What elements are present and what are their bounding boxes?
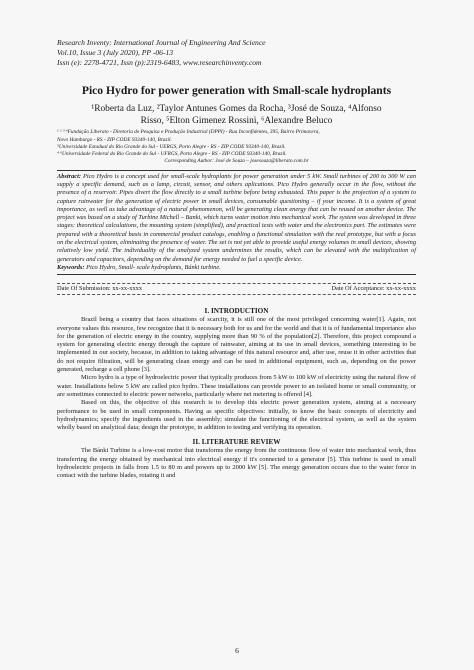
author-line-2: Risso, ⁵Elton Gimenez Rossini, ⁶Alexandre Beluco — [140, 115, 333, 126]
affiliation-3: ⁴ ⁶Universidade Federal do Rio Grande do Sul - UFRGS, Porto Alegre - RS - ZIP CODE 93340-140, Brazil. — [57, 151, 287, 158]
affiliations — [57, 129, 416, 165]
affiliation-1: ¹ ² ³ ⁴Fundação Liberato - Diretoria de Pesquisa e Produção Industrial (DPPI) - Rua Inconfidentes, 395, Bairro Primavera, — [57, 129, 320, 136]
date-of-acceptance: Date Of Acceptance: xx-xx-xxxx — [331, 285, 416, 293]
abstract-label: Abstract: — [57, 172, 81, 180]
date-of-submission: Date Of Submission: xx-xx-xxxx — [57, 285, 143, 293]
keywords-label: Keywords: — [57, 263, 85, 271]
journal-volume: Vol.10, Issue 3 (July 2020), PP -06-13 — [57, 47, 174, 57]
affiliation-2: ⁵Universidade Estadual do Rio Grande do Sul - UERGS, Porto Alegre - RS - ZIP CODE 93340-140, Brazil. — [57, 143, 286, 150]
paper-title: Pico Hydro for power generation with Small-scale hydroplants — [81, 84, 392, 98]
section-heading-introduction: I. INTRODUCTION — [204, 307, 269, 316]
submission-dates — [57, 283, 416, 295]
corresponding-author: Corresponding Author: José de Souza – josesouza@liberato.com.br — [164, 158, 309, 165]
abstract-box — [57, 170, 416, 276]
page-number: 6 — [235, 646, 239, 655]
journal-name: Research Inventy: International Journal of Engineering And Science — [57, 38, 266, 47]
literature-paragraph-1: The Bánki Turbine is a low-cost motor that transforms the energy from the continuous flow of water into mechanical work, thus transferring the energy obtained by mechanical into electrical energy if it's connected to a generator [5]. This turbine is used in small hydroelectric projects in falls from 1.5 to 80 m and powers up to 2000 kW [5]. The energy generation occurs due to the water force in contact with the turbine blades, rotating it and — [57, 447, 416, 480]
section-heading-literature-review: II. LITERATURE REVIEW — [192, 438, 281, 447]
intro-paragraph-1: Brazil being a country that faces situations of scarcity, it is still one of the most privileged concerning water[1]. Again, not everyone values this resource, few recognize that it is necessary both for us and for the world and that it is of fundamental importance also for the generation of electric energy in the country, supplying more than 90 % of the population[2]. Therefore, this project compound a system for generating electric energy through the capture of rainwater, aiming at its use in small devices, something interesting to be implemented in our society, because, in addition to taking advantage of this natural resource and, after use, reuse it in other activities that do not require filtration, will be generating clean energy and can be used in additional equipment, such as, depending on the power generated, recharge a cell phone [3]. — [57, 316, 416, 374]
author-list — [57, 104, 416, 127]
affiliation-1-cont: Novo Hamburgo - RS - ZIP CODE 93340-140, Brazil. — [57, 136, 172, 143]
journal-header — [57, 38, 416, 67]
intro-paragraph-3: Based on this, the objective of this research is to develop this electric power generation system, aiming at a necessary performance to be used in small components. Having as specific objectives: initially, to know the basic concepts of electricity and hydrodynamics; specify the ingredients used in the assembly; simulate the functioning of the electrical system, as well as the system wholly based on analytical data; design the prototype, in addition to testing and verifying its operation. — [57, 399, 416, 432]
author-line-1: ¹Roberta da Luz, ²Taylor Antunes Gomes da Rocha, ³José de Souza, ⁴Alfonso — [91, 104, 382, 115]
intro-paragraph-2: Micro hydro is a type of hydroelectric power that typically produces from 5 kW to 100 kW of electricity using the natural flow of water. Installations below 5 kW are called pico hydro. These installations can provide power to an isolated home or small community, or are sometimes connected to electric power networks, particularly where net metering is offered [4]. — [57, 374, 416, 398]
keywords-text: Pico Hydro, Small- scale hydroplants, Bánki turbine. — [86, 263, 221, 271]
journal-issn: Issn (e): 2278-4721, Issn (p):2319-6483, www.researchinventy.com — [57, 57, 262, 67]
abstract-text: Pico Hydro is a concept used for small-scale hydroplants for power generation under 5 kW. Small turbines of 200 to 300 W can supply a specific demand, such as a lamp, circuit, sensor, and others aplications. Pico Hydro generally occur in the flow, without the presence of a reservoir. Pipes divert the flow directly to a small turbine before being exhausted. This paper is the projection of a system to capture rainwater for the generation of electric power in small devices, consumable questioning – if your income. It is a system of great importance, as well as take advantage of a natural phenomenon, will be generating clean energy that can be reused on another device. The project was based on a study of Turbine Michell – Banki, which turns water motion into mechanical work. The system was developed in three stages: theoretical calculations, the mounting system (simplified), and practical tests with water and the electronics part. The estimates were prepared with a theoretical basis in commercial product catalogs, enabling a functional simulation with the real prototype, but with a focus on the electrical system, eliminating the presence of water. The set is not yet able to provide useful energy volumes in small devices, showing relatively low yield. The individuality of the analyzed system undermines the results, which can be elevated with the multiplication of generators and capacitors, depending on the demand for energy needed to fuel a specific device. — [57, 172, 416, 263]
